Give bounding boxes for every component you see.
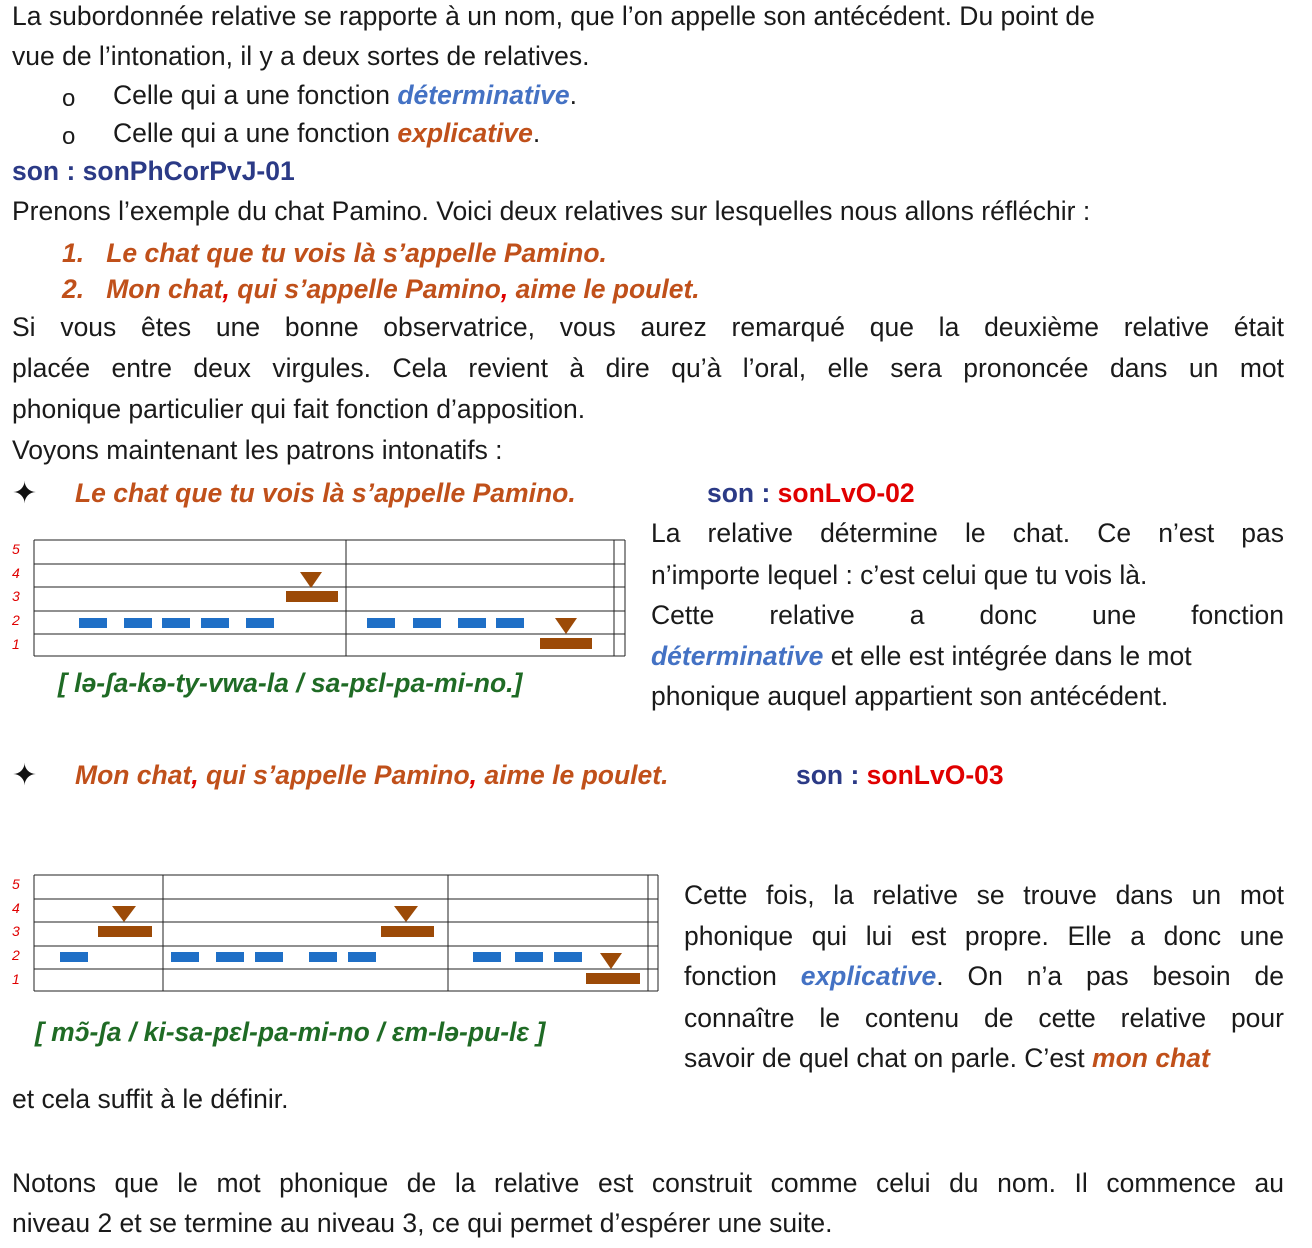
section2-after-line: et cela suffit à le définir. [12,1084,289,1114]
section2-sentence: Mon chat, qui s’appelle Pamino, aime le poulet. [75,760,669,790]
bullet-explicative: Celle qui a une fonction explicative. [113,118,541,148]
conclusion-line-2: niveau 2 et se termine au niveau 3, ce qui permet d’espérer une suite. [12,1208,833,1238]
conclusion-line-1: Notons que le mot phonique de la relative est construit comme celui du nom. Il commence au [12,1168,1284,1198]
staff-level-label: 2 [12,947,20,963]
sound-link-3[interactable]: son : sonLvO-03 [796,760,1004,790]
observation-line-1: Si vous êtes une bonne observatrice, vous aurez remarqué que la deuxième relative était [12,312,1284,342]
section2-text-line-1: Cette fois, la relative se trouve dans un mot [684,880,1284,910]
staff-level-label: 1 [12,636,20,652]
staff-level-label: 1 [12,971,20,987]
section1-sentence: Le chat que tu vois là s’appelle Pamino. [75,478,576,508]
section2-text-line-3: fonction explicative. On n’a pas besoin de [684,961,1284,991]
star-icon: ✦ [12,477,38,510]
bullet-determinative: Celle qui a une fonction déterminative. [113,80,578,110]
example-1: 1. Le chat que tu vois là s’appelle Pamino. [62,238,607,268]
sound-link-1[interactable]: son : sonPhCorPvJ-01 [12,156,295,186]
section2-text-line-5: savoir de quel chat on parle. C’est mon chat [684,1043,1210,1073]
sound-link-2[interactable]: son : sonLvO-02 [707,478,915,508]
observation-line-2: placée entre deux virgules. Cela revient à dire qu’à l’oral, elle sera prononcée dans un mot [12,353,1284,383]
observation-line-3: phonique particulier qui fait fonction d’apposition. [12,394,586,424]
staff-level-label: 5 [12,541,20,557]
intro-line-1: La subordonnée relative se rapporte à un nom, que l’on appelle son antécédent. Du point de [12,1,1095,31]
staff-level-label: 4 [12,565,20,581]
intonation-staff-1 [8,535,630,660]
section2-text-line-4: connaître le contenu de cette relative pour [684,1003,1284,1033]
section1-text-line-4: déterminative et elle est intégrée dans le mot [651,641,1192,671]
staff-level-label: 5 [12,876,20,892]
bullet-marker: o [62,85,76,112]
intro-line-2: vue de l’intonation, il y a deux sortes de relatives. [12,41,590,71]
star-icon: ✦ [12,759,38,792]
transcription-1: [ lə-ʃa-kə-ty-vwa-la / sa-pɛl-pa-mi-no.] [58,668,523,698]
staff-level-label: 3 [12,923,20,939]
section1-text-line-1: La relative détermine le chat. Ce n’est pas [651,518,1284,548]
staff-level-label: 4 [12,900,20,916]
section1-text-line-5: phonique auquel appartient son antécédent. [651,681,1169,711]
transcription-2: [ mɔ̃-ʃa / ki-sa-pɛl-pa-mi-no / ɛm-lə-pu-lɛ ] [35,1017,546,1047]
example-2: 2. Mon chat, qui s’appelle Pamino, aime le poulet. [62,274,700,304]
patterns-intro: Voyons maintenant les patrons intonatifs : [12,435,503,465]
example-intro: Prenons l’exemple du chat Pamino. Voici deux relatives sur lesquelles nous allons réfléchir : [12,196,1091,226]
staff-level-label: 3 [12,588,20,604]
staff-level-label: 2 [12,612,20,628]
intonation-staff-2 [8,870,663,995]
bullet-marker: o [62,123,76,150]
section1-text-line-3: Cette relative a donc une fonction [651,600,1284,630]
section1-text-line-2: n’importe lequel : c’est celui que tu vois là. [651,560,1148,590]
section2-text-line-2: phonique qui lui est propre. Elle a donc une [684,921,1284,951]
